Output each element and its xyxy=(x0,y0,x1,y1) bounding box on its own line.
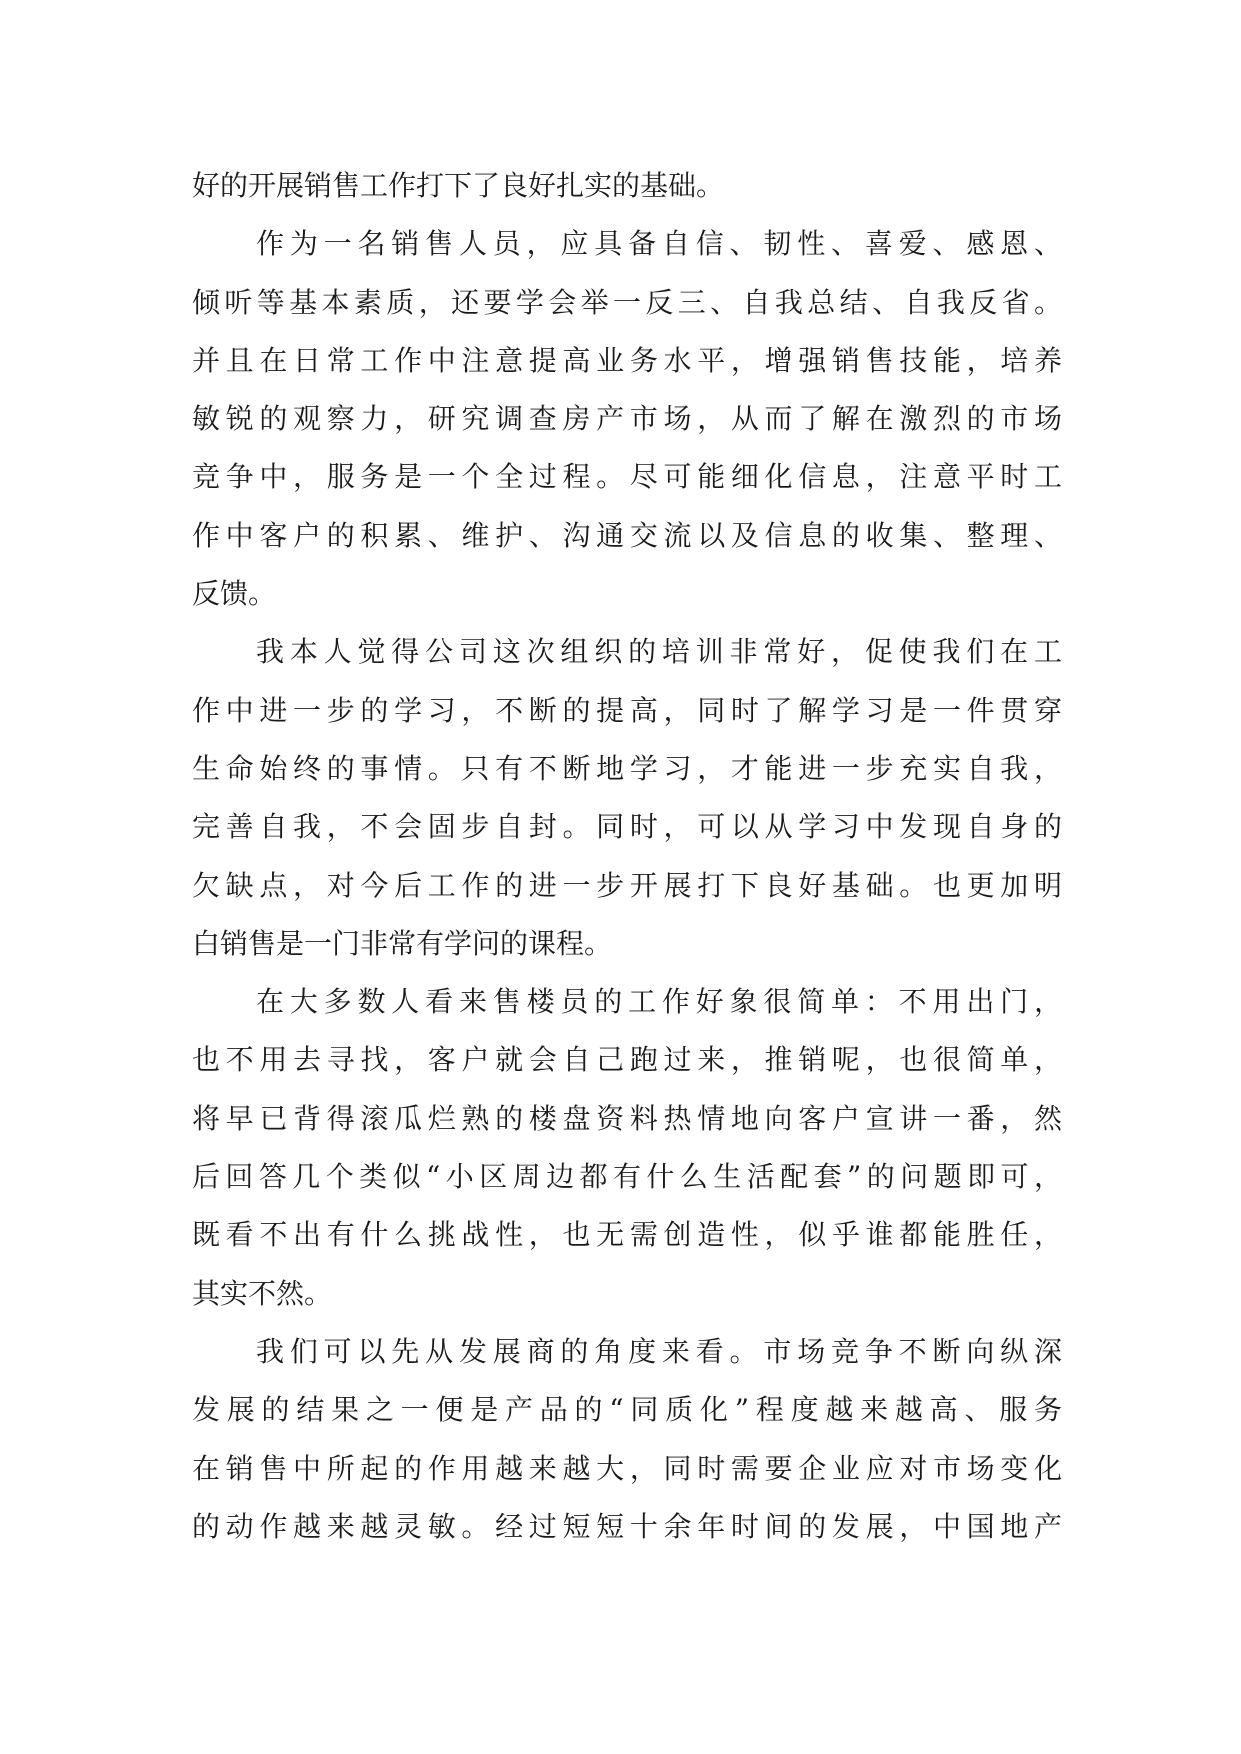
text-line: 完善自我，不会固步自封。同时，可以从学习中发现自身的 xyxy=(192,810,1062,844)
text-line: 将早已背得滚瓜烂熟的楼盘资料热情地向客户宣讲一番，然 xyxy=(192,1101,1062,1135)
paragraph xyxy=(192,623,1062,973)
text-line: 生命始终的事情。只有不断地学习，才能进一步充实自我， xyxy=(192,751,1062,785)
text-line: 好的开展销售工作打下了良好扎实的基础。 xyxy=(192,169,725,202)
text-line: 的动作越来越灵敏。经过短短十余年时间的发展，中国地产 xyxy=(192,1509,1062,1543)
text-line: 并且在日常工作中注意提高业务水平，增强销售技能，培养 xyxy=(192,343,1062,377)
document-body xyxy=(192,157,1062,1556)
text-line: 在销售中所起的作用越来越大，同时需要企业应对市场变化 xyxy=(192,1451,1062,1485)
text-line: 发展的结果之一便是产品的“同质化”程度越来越高、服务 xyxy=(192,1393,1062,1427)
paragraph xyxy=(192,973,1062,1323)
text-line: 也不用去寻找，客户就会自己跑过来，推销呢，也很简单， xyxy=(192,1043,1062,1077)
text-line: 欠缺点，对今后工作的进一步开展打下良好基础。也更加明 xyxy=(192,868,1062,902)
paragraph xyxy=(192,215,1062,623)
paragraph xyxy=(192,1323,1062,1556)
text-line: 白销售是一门非常有学问的课程。 xyxy=(192,926,613,960)
text-line: 后回答几个类似“小区周边都有什么生活配套”的问题即可， xyxy=(192,1160,1062,1194)
text-line: 作中客户的积累、维护、沟通交流以及信息的收集、整理、 xyxy=(192,518,1062,552)
text-line: 倾听等基本素质，还要学会举一反三、自我总结、自我反省。 xyxy=(192,285,1062,319)
text-line: 反馈。 xyxy=(192,577,277,611)
text-line: 作中进一步的学习，不断的提高，同时了解学习是一件贯穿 xyxy=(192,693,1062,727)
text-line: 我们可以先从发展商的角度来看。市场竞争不断向纵深 xyxy=(256,1334,1062,1368)
text-line: 在大多数人看来售楼员的工作好象很简单：不用出门， xyxy=(256,985,1062,1019)
text-line: 竞争中，服务是一个全过程。尽可能细化信息，注意平时工 xyxy=(192,460,1062,494)
text-line: 敏锐的观察力，研究调查房产市场，从而了解在激烈的市场 xyxy=(192,402,1062,436)
text-line: 我本人觉得公司这次组织的培训非常好，促使我们在工 xyxy=(256,635,1062,669)
paragraph xyxy=(192,157,1062,215)
text-line: 既看不出有什么挑战性，也无需创造性，似乎谁都能胜任， xyxy=(192,1218,1062,1252)
text-line: 其实不然。 xyxy=(192,1276,333,1310)
text-line: 作为一名销售人员，应具备自信、韧性、喜爱、感恩、 xyxy=(256,227,1062,261)
